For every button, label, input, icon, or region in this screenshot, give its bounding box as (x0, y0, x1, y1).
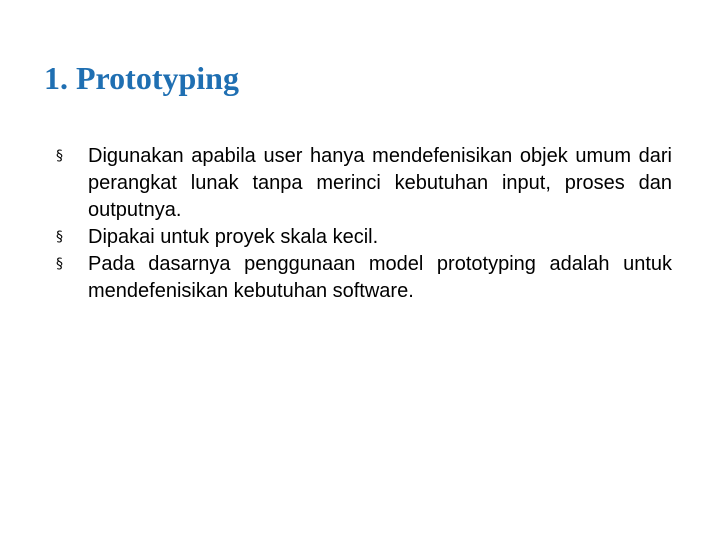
bullet-text: Digunakan apabila user hanya mendefenisikan objek umum dari perangkat lunak tanpa merinci kebutuhan input, proses dan outputnya. (88, 145, 672, 221)
bullet-marker-icon: § (56, 148, 63, 164)
bullet-marker-icon: § (56, 256, 63, 272)
bullet-text: Dipakai untuk proyek skala kecil. (88, 226, 379, 248)
bullet-list (56, 143, 672, 305)
bullet-item (56, 251, 672, 305)
bullet-item (56, 224, 672, 251)
bullet-text: Pada dasarnya penggunaan model prototyping adalah untuk mendefenisikan kebutuhan software. (88, 253, 672, 302)
bullet-item (56, 143, 672, 224)
bullet-marker-icon: § (56, 229, 63, 245)
slide-title: 1. Prototyping (44, 60, 239, 96)
